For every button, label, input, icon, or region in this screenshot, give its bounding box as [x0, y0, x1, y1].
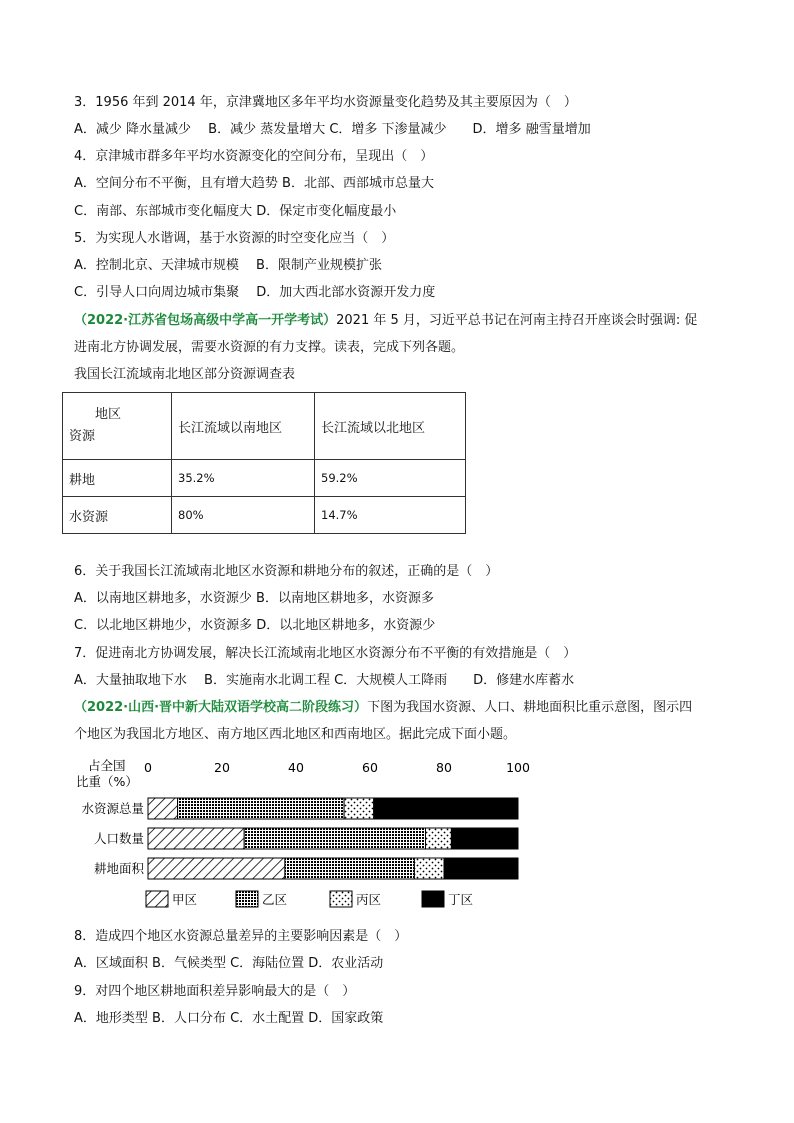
- resource-table: [62, 392, 466, 534]
- intro2-source: （2022·山西·晋中新大陆双语学校高二阶段练习）: [74, 700, 368, 715]
- table-caption: 我国长江流域南北地区部分资源调查表: [74, 367, 296, 382]
- bar-segment: [444, 858, 518, 879]
- q7-options: A．大量抽取地下水 B．实施南水北调工程 C．大规模人工降雨 D．修建水库蓄水: [74, 673, 575, 688]
- bar-segment: [344, 798, 374, 819]
- q8-options: A．区域面积 B．气候类型 C．海陆位置 D．农业活动: [74, 956, 384, 971]
- q8-stem: 8．造成四个地区水资源总量差异的主要影响因素是（ ）: [74, 929, 408, 944]
- header-north: 长江流域以北地区: [315, 393, 466, 460]
- cell-north: 14.7%: [315, 497, 466, 534]
- intro1-text1: 2021 年 5 月，习近平总书记在河南主持召开座谈会时强调: 促: [336, 313, 698, 328]
- bar-segment: [148, 858, 285, 879]
- q4-stem: 4．京津城市群多年平均水资源变化的空间分布，呈现出（ ）: [74, 149, 434, 164]
- intro1-line2: 进南北方协调发展，需要水资源的有力支撑。读表，完成下列各题。: [74, 340, 465, 355]
- legend-label: 甲区: [172, 892, 198, 907]
- q3-stem: 3．1956 年到 2014 年，京津冀地区多年平均水资源量变化趋势及其主要原因为（ ）: [74, 95, 577, 110]
- q3-options: A．减少 降水量减少 B．减少 蒸发量增大 C．增多 下渗量减少 D．增多 融雪量增加: [74, 122, 591, 137]
- intro1-source: （2022·江苏省包场高级中学高一开学考试）: [74, 313, 337, 328]
- x-tick-label: 0: [144, 760, 152, 775]
- cell-south: 35.2%: [172, 460, 315, 497]
- category-label: 人口数量: [93, 831, 144, 846]
- cell-north: 59.2%: [315, 460, 466, 497]
- x-tick-label: 20: [214, 760, 230, 775]
- legend-swatch: [236, 891, 258, 907]
- q5-options-ab: A．控制北京、天津城市规模 B．限制产业规模扩张: [74, 258, 382, 273]
- header-south: 长江流域以南地区: [172, 393, 315, 460]
- bar-segment: [374, 798, 518, 819]
- bar-segment: [414, 858, 444, 879]
- bar-segment: [178, 798, 345, 819]
- table-row: [63, 497, 466, 534]
- q9-stem: 9．对四个地区耕地面积差异影响最大的是（ ）: [74, 984, 356, 999]
- x-tick-label: 80: [436, 760, 452, 775]
- q5-options-cd: C．引导人口向周边城市集聚 D．加大西北部水资源开发力度: [74, 285, 436, 300]
- bar-segment: [148, 828, 244, 849]
- category-labels: [81, 801, 144, 876]
- legend: [146, 891, 473, 907]
- q4-options-cd: C．南部、东部城市变化幅度大 D．保定市变化幅度最小: [74, 204, 397, 219]
- row-label: 耕地: [63, 460, 172, 497]
- ylabel-line2: 比重（%）: [76, 774, 138, 789]
- table-row: [63, 460, 466, 497]
- intro2-line2: 个地区为我国北方地区、南方地区西北地区和西南地区。据此完成下面小题。: [74, 727, 517, 742]
- resource-share-chart: [68, 756, 538, 916]
- table-header-row: [63, 393, 466, 460]
- q6-options-ab: A．以南地区耕地多，水资源少 B．以南地区耕地多，水资源多: [74, 591, 434, 606]
- q5-stem: 5．为实现人水谐调，基于水资源的时空变化应当（ ）: [74, 231, 395, 246]
- row-label: 水资源: [63, 497, 172, 534]
- legend-swatch: [422, 891, 444, 907]
- bar-segment: [451, 828, 518, 849]
- legend-swatch: [146, 891, 168, 907]
- intro2-text1: 下图为我国水资源、人口、耕地面积比重示意图，图示四: [367, 700, 693, 715]
- header-region: 地区: [95, 407, 122, 422]
- intro2-line1: [74, 699, 692, 717]
- header-resource: 资源: [69, 429, 96, 444]
- x-tick-label: 60: [362, 760, 378, 775]
- q4-options-ab: A．空间分布不平衡，且有增大趋势 B．北部、西部城市总量大: [74, 176, 434, 191]
- bar-segment: [148, 798, 178, 819]
- bar-segment: [244, 828, 425, 849]
- x-tick-label: 40: [288, 760, 304, 775]
- bar-segment: [426, 828, 452, 849]
- x-tick-labels: [144, 760, 530, 775]
- legend-label: 丙区: [356, 892, 382, 907]
- ylabel-line1: 占全国: [88, 758, 126, 773]
- intro1-line1: [74, 312, 697, 330]
- category-label: 耕地面积: [93, 861, 144, 876]
- q6-stem: 6．关于我国长江流域南北地区水资源和耕地分布的叙述，正确的是（ ）: [74, 564, 499, 579]
- legend-label: 乙区: [262, 892, 288, 907]
- legend-label: 丁区: [448, 892, 474, 907]
- q7-stem: 7．促进南北方协调发展，解决长江流域南北地区水资源分布不平衡的有效措施是（ ）: [74, 646, 577, 661]
- bars-group: [148, 798, 518, 879]
- category-label: 水资源总量: [81, 801, 144, 816]
- legend-swatch: [330, 891, 352, 907]
- q9-options: A．地形类型 B．人口分布 C．水土配置 D．国家政策: [74, 1011, 384, 1026]
- x-tick-label: 100: [506, 760, 530, 775]
- table-corner-cell: [63, 393, 172, 460]
- bar-segment: [285, 858, 415, 879]
- cell-south: 80%: [172, 497, 315, 534]
- q6-options-cd: C．以北地区耕地少，水资源多 D．以北地区耕地多，水资源少: [74, 618, 436, 633]
